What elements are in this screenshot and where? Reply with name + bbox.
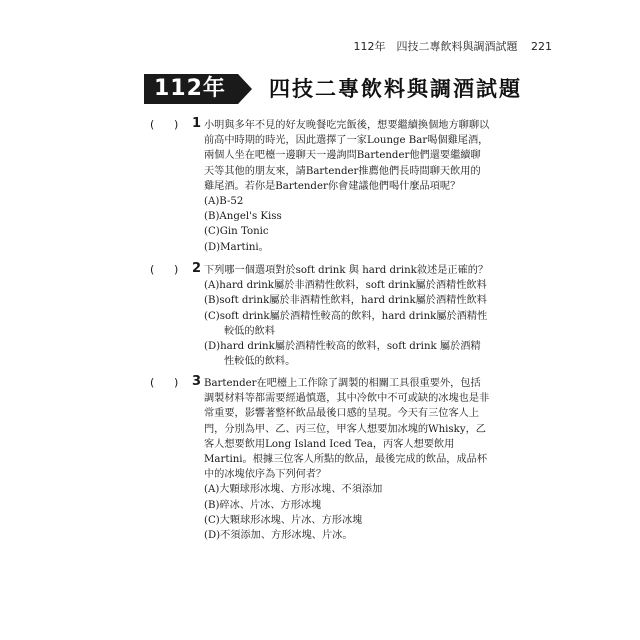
option-d: (D)Martini。 <box>204 241 269 253</box>
answer-paren-close: ) <box>174 263 179 276</box>
running-header <box>354 38 553 54</box>
question-body <box>204 118 490 255</box>
option-a: (A)hard drink屬於非酒精性飲料，soft drink屬於酒精性飲料 <box>204 280 487 292</box>
question-3 <box>150 376 490 543</box>
option-b: (B)soft drink屬於非酒精性飲料，hard drink屬於酒精性飲料 <box>204 295 487 307</box>
answer-paren-open: ( <box>150 118 155 131</box>
year-badge: 112年 <box>144 74 238 104</box>
option-c: (C)Gin Tonic <box>204 226 269 238</box>
answer-paren-open: ( <box>150 263 155 276</box>
question-2 <box>150 263 490 369</box>
option-c: (C)大顆球形冰塊、片冰、方形冰塊 <box>204 514 363 526</box>
question-body <box>204 376 490 543</box>
option-c: (C)soft drink屬於酒精性較高的飲料，hard drink屬於酒精性較低的飲料 <box>204 310 488 337</box>
option-a: (A)B-52 <box>204 196 244 208</box>
question-1 <box>150 118 490 255</box>
question-stem: Bartender在吧檯上工作除了調製的相關工具很重要外，包括調製材料等都需要經過慎選，其中冷飲中不可或缺的冰塊也是非常重要，影響著整杯飲品最後口感的呈現。今天有三位客人上門，分別為甲、乙、丙三位，甲客人想要加冰塊的Whisky，乙客人想要飲用Long Island Iced Tea，丙客人想要飲用Martini。根據三位客人所點的飲品，最後完成的飲品，成品杯中的冰塊依序為下列何者？ <box>204 378 490 481</box>
question-number: 1 <box>192 116 202 131</box>
option-d: (D)不須添加、方形冰塊、片冰。 <box>204 530 353 542</box>
running-title: 112年 四技二專飲料與調酒試題 <box>353 40 518 53</box>
page-title <box>144 74 522 104</box>
option-d: (D)hard drink屬於酒精性較高的飲料，soft drink 屬於酒精性較低的飲料。 <box>204 341 481 368</box>
question-number: 3 <box>192 374 202 389</box>
title-text: 四技二專飲料與調酒試題 <box>269 77 523 101</box>
answer-paren-open: ( <box>150 376 155 389</box>
question-stem: 下列哪一個選項對於soft drink 與 hard drink敘述是正確的？ <box>204 265 489 276</box>
question-stem: 小明與多年不見的好友晚餐吃完飯後，想要繼續換個地方聊聊以前高中時期的時光，因此選擇了一家Lounge Bar喝個雞尾酒，兩個人坐在吧檯一邊聊天一邊詢問Bartender他們還要繼續聊天等其他的朋友來，請Bartender推薦他們長時間聊天飲用的雞尾酒。若你是Bartender你會建議他們喝什麼品項呢？ <box>204 120 490 192</box>
answer-paren-close: ) <box>174 376 179 389</box>
question-number: 2 <box>192 261 202 276</box>
question-body <box>204 263 490 369</box>
option-b: (B)Angel's Kiss <box>204 211 282 223</box>
option-b: (B)碎冰、片冰、方形冰塊 <box>204 499 322 511</box>
page-number: 221 <box>531 40 552 53</box>
option-a: (A)大顆球形冰塊、方形冰塊、不須添加 <box>204 484 383 496</box>
answer-paren-close: ) <box>174 118 179 131</box>
